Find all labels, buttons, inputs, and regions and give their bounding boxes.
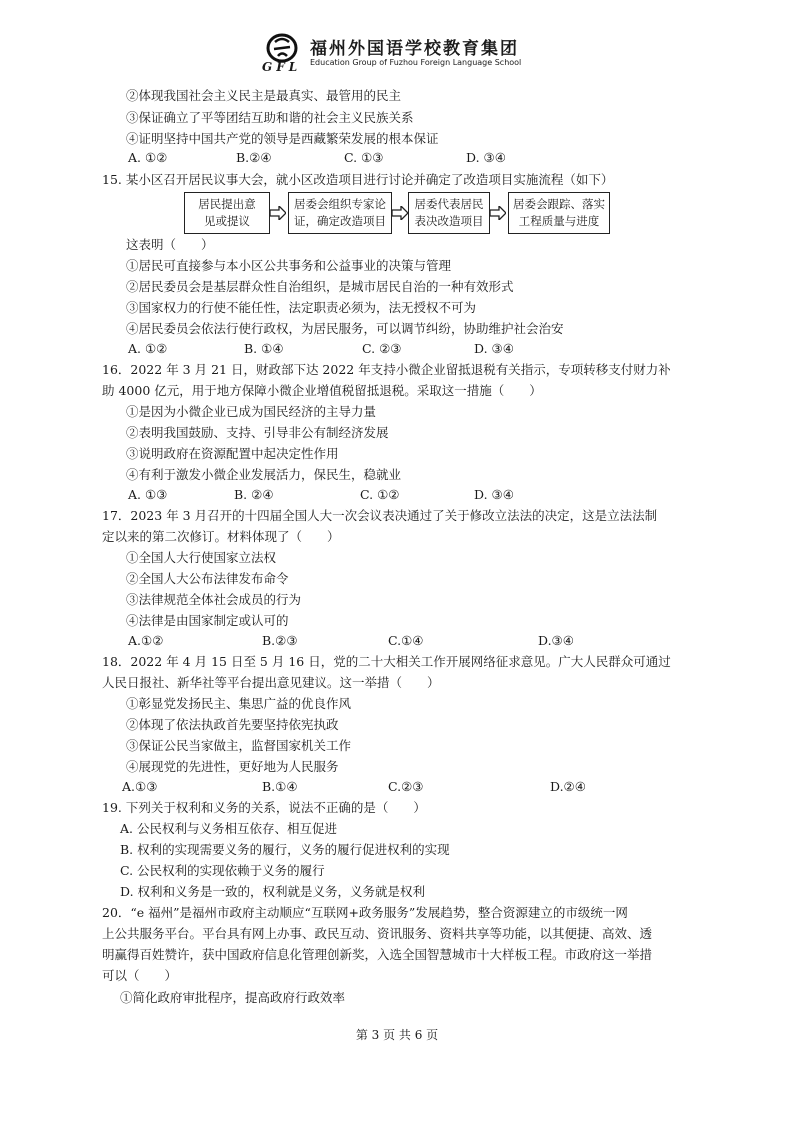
- q17-item-2: ②全国人大公布法律发布命令: [126, 571, 289, 586]
- q18-option-c: C.②③: [388, 779, 424, 794]
- school-header: [262, 30, 562, 76]
- q15-item-2: ②居民委员会是基层群众性自治组织，是城市居民自治的一种有效形式: [126, 279, 514, 294]
- q20-stem-4: 可以（ ）: [102, 968, 178, 983]
- school-name-cn: 福州外国语学校教育集团: [310, 39, 519, 59]
- flow-step-4: 居委会跟踪、落实 工程质量与进度: [508, 192, 610, 234]
- q17-stem-2: 定以来的第二次修订。材料体现了（ ）: [102, 529, 340, 544]
- school-name-en: Education Group of Fuzhou Foreign Language School: [310, 58, 522, 67]
- q19-option-c: C. 公民权利的实现依赖于义务的履行: [120, 863, 325, 878]
- q14-item-4: ④证明坚持中国共产党的领导是西藏繁荣发展的根本保证: [126, 131, 439, 146]
- q20-item-1: ①简化政府审批程序，提高政府行政效率: [120, 990, 346, 1005]
- q14-option-d: D. ③④: [466, 150, 506, 165]
- q17-item-1: ①全国人大行使国家立法权: [126, 550, 277, 565]
- flow-step-2: 居委会组织专家论 证，确定改造项目: [288, 192, 392, 234]
- q16-stem-1: 16．2022 年 3 月 21 日，财政部下达 2022 年支持小微企业留抵退税有关指示，专项转移支付财力补: [102, 362, 671, 377]
- q15-lead: 这表明（ ）: [126, 237, 214, 252]
- flow-step-1: 居民提出意 见或提议: [184, 192, 270, 234]
- flow-arrow-2-icon: [392, 206, 408, 220]
- q17-option-b: B.②③: [262, 633, 298, 648]
- q19-option-d: D. 权利和义务是一致的，权利就是义务，义务就是权利: [120, 884, 426, 899]
- q17-stem-1: 17．2023 年 3 月召开的十四届全国人大一次会议表决通过了关于修改立法法的决定，这是立法法制: [102, 508, 658, 523]
- q14-item-2: ②体现我国社会主义民主是最真实、最管用的民主: [126, 88, 402, 103]
- q18-stem-2: 人民日报社、新华社等平台提出意见建议。这一举措（ ）: [102, 675, 440, 690]
- flow-step-3: 居委代表居民 表决改造项目: [408, 192, 490, 234]
- q18-option-a: A.①③: [122, 779, 158, 794]
- page-number: 第 3 页 共 6 页: [355, 1028, 439, 1042]
- q17-item-3: ③法律规范全体社会成员的行为: [126, 592, 302, 607]
- q18-item-4: ④展现党的先进性，更好地为人民服务: [126, 759, 339, 774]
- q20-stem-3: 明赢得百姓赞许，获中国政府信息化管理创新奖，入选全国智慧城市十大样板工程。市政府这一举措: [102, 947, 653, 962]
- q20-stem-1: 20．“e 福州”是福州市政府主动顺应“互联网+政务服务”发展趋势，整合资源建立的市级统一网: [102, 905, 628, 920]
- q19-stem: 19. 下列关于权利和义务的关系，说法不正确的是（ ）: [102, 800, 426, 815]
- q15-item-1: ①居民可直接参与本小区公共事务和公益事业的决策与管理: [126, 258, 452, 273]
- q15-item-4: ④居民委员会依法行使行政权，为居民服务，可以调节纠纷，协助维护社会治安: [126, 321, 564, 336]
- logo-text: GFL: [262, 60, 302, 74]
- q15-stem: 15. 某小区召开居民议事大会，就小区改造项目进行讨论并确定了改造项目实施流程（如下）: [102, 172, 614, 187]
- flow-arrow-1-icon: [270, 206, 286, 220]
- q15-option-c: C. ②③: [362, 341, 402, 356]
- q19-option-b: B. 权利的实现需要义务的履行，义务的履行促进权利的实现: [120, 842, 450, 857]
- q18-item-1: ①彰显党发扬民主、集思广益的优良作风: [126, 696, 352, 711]
- q15-item-3: ③国家权力的行使不能任性，法定职责必须为，法无授权不可为: [126, 300, 477, 315]
- q17-item-4: ④法律是由国家制定或认可的: [126, 613, 289, 628]
- q20-stem-2: 上公共服务平台。平台具有网上办事、政民互动、资讯服务、资料共享等功能，以其便捷、高效、透: [102, 926, 653, 941]
- q16-option-a: A. ①③: [128, 487, 168, 502]
- q15-option-a: A. ①②: [128, 341, 168, 356]
- q15-option-d: D. ③④: [474, 341, 514, 356]
- q14-option-a: A. ①②: [128, 150, 168, 165]
- q17-option-c: C.①④: [388, 633, 424, 648]
- q16-option-b: B. ②④: [234, 487, 274, 502]
- q16-item-4: ④有利于激发小微企业发展活力，保民生，稳就业: [126, 467, 402, 482]
- q14-item-3: ③保证确立了平等团结互助和谐的社会主义民族关系: [126, 110, 414, 125]
- q18-item-3: ③保证公民当家做主，监督国家机关工作: [126, 738, 352, 753]
- q15-option-b: B. ①④: [244, 341, 284, 356]
- q16-item-3: ③说明政府在资源配置中起决定性作用: [126, 446, 339, 461]
- q17-option-d: D.③④: [538, 633, 574, 648]
- q18-option-d: D.②④: [550, 779, 586, 794]
- q16-option-d: D. ③④: [474, 487, 514, 502]
- q16-item-2: ②表明我国鼓励、支持、引导非公有制经济发展: [126, 425, 389, 440]
- q18-stem-1: 18．2022 年 4 月 15 日至 5 月 16 日，党的二十大相关工作开展网络征求意见。广大人民群众可通过: [102, 654, 671, 669]
- q14-option-c: C. ①③: [344, 150, 384, 165]
- q16-item-1: ①是因为小微企业已成为国民经济的主导力量: [126, 404, 377, 419]
- q14-option-b: B.②④: [236, 150, 272, 165]
- q17-option-a: A.①②: [128, 633, 164, 648]
- q18-option-b: B.①④: [262, 779, 298, 794]
- q16-stem-2: 助 4000 亿元，用于地方保障小微企业增值税留抵退税。采取这一措施（ ）: [102, 383, 542, 398]
- q19-option-a: A. 公民权利与义务相互依存、相互促进: [120, 821, 337, 836]
- q18-item-2: ②体现了依法执政首先要坚持依宪执政: [126, 717, 339, 732]
- flow-arrow-3-icon: [490, 206, 506, 220]
- q16-option-c: C. ①②: [360, 487, 400, 502]
